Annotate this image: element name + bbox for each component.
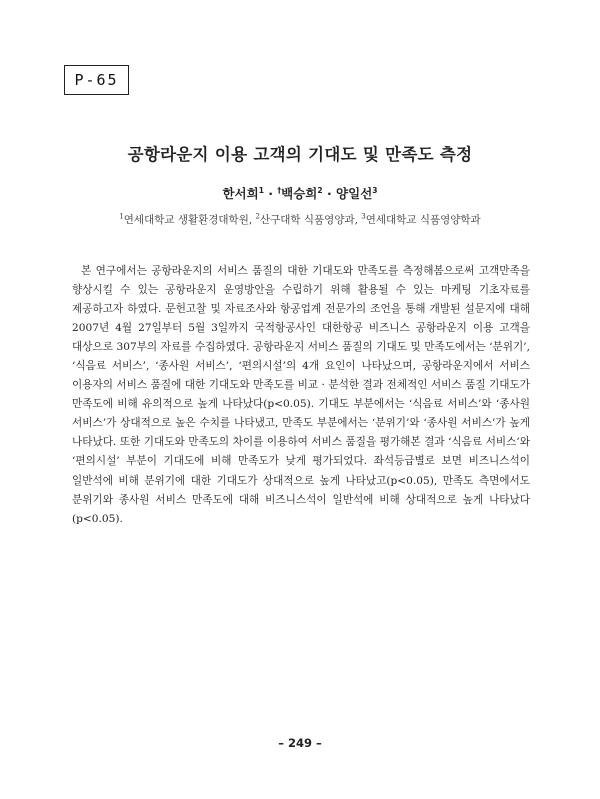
affiliation-2: 산구대학 식품영양과,: [259, 214, 362, 226]
affiliation-3: 연세대학교 식품영양학과: [365, 214, 481, 226]
author-1: [222, 186, 263, 201]
author-list: [0, 184, 600, 202]
author-name: 한서희: [222, 186, 259, 201]
author-3: [336, 186, 377, 201]
affiliation-1: 연세대학교 생활환경대학원,: [123, 214, 256, 226]
corresponding-mark: †: [277, 185, 282, 195]
author-affil-sup: 1: [258, 185, 264, 195]
author-separator: ·: [263, 186, 278, 201]
paper-title: 공항라운지 이용 고객의 기대도 및 만족도 측정: [127, 145, 473, 164]
affil-sup: 2: [255, 212, 260, 221]
affil-sup: 1: [119, 212, 124, 221]
author-2: [277, 186, 322, 201]
author-name: 양일선: [336, 186, 373, 201]
author-affil-sup: 3: [372, 185, 378, 195]
session-badge: P-65: [64, 65, 129, 95]
affiliation-line: [0, 212, 600, 227]
author-separator: ·: [322, 186, 337, 201]
abstract-body: 본 연구에서는 공항라운지의 서비스 품질의 대한 기대도와 만족도를 측정해봄으로써 고객만족을 향상시킬 수 있는 공항라운지 운영방안을 수립하기 위해 활용될 수 있는 마케팅 기초자료를 제공하고자 하였다. 문헌고찰 및 자료조사와 항공업계 전문가의 조언을 통해 개발된 설문지에 대해 2007년 4월 27일부터 5월 3일까지 국적항공사인 대한항공 비즈니스 공항라운지 이용 고객을 대상으로 307부의 자료를 수집하였다. 공항라운지 서비스 품질의 기대도 및 만족도에서는 ‘분위기’, ‘식음료 서비스’, ‘종사원 서비스’, ‘편의시설’의 4개 요인이 나타났으며, 공항라운지에서 서비스 이용자의 서비스 품질에 대한 기대도와 만족도를 비교 · 분석한 결과 전체적인 서비스 품질 기대도가 만족도에 비해 유의적으로 높게 나타났다(p<0.05). 기대도 부분에서는 ‘식음료 서비스’와 ‘종사원 서비스’가 상대적으로 높은 수치를 나타냈고, 만족도 부분에서는 ‘분위기’와 ‘종사원 서비스’가 높게 나타났다. 또한 기대도와 만족도의 차이를 이용하여 서비스 품질을 평가해본 결과 ‘식음료 서비스’와 ‘편의시설’ 부분이 기대도에 비해 만족도가 낮게 평가되었다. 좌석등급별로 보면 비즈니스석이 일반석에 비해 분위기에 대한 기대도가 상대적으로 높게 나타났고(p<0.05), 만족도 측면에서도 분위기와 종사원 서비스 만족도에 대해 비즈니스석이 일반석에 비해 상대적으로 높게 나타났다(p<0.05).: [72, 265, 530, 525]
page-number: – 249 –: [278, 736, 322, 750]
affil-sup: 3: [361, 212, 366, 221]
author-affil-sup: 2: [317, 185, 323, 195]
author-name: 백승희: [281, 186, 318, 201]
